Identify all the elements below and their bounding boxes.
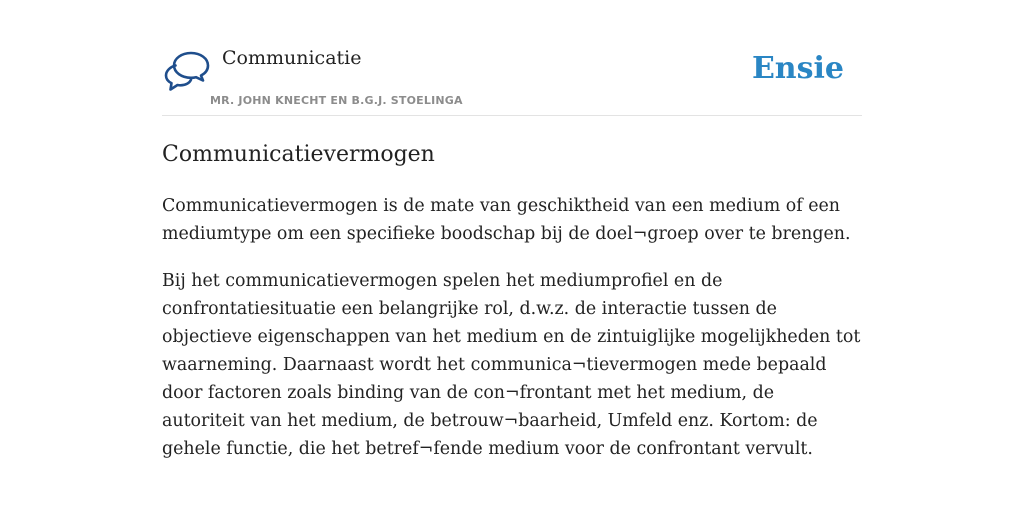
speech-bubbles-icon: [164, 50, 210, 92]
article-title: Communicatievermogen: [162, 142, 435, 167]
article-paragraph: Bij het communicatievermogen spelen het mediumprofiel en de confrontatiesituatie een belangrijke rol, d.w.z. de interactie tussen de objectieve eigenschappen van het medium en de zintuiglijke mogelijkheden tot waarneming. Daarnaast wordt het communica¬tievermogen mede bepaald door factoren zoals binding van de con¬frontant met het medium, de autoriteit van het medium, de betrouw¬baarheid, Umfeld enz. Kortom: de gehele functie, die het betref¬fende medium voor de confrontant vervult.: [162, 271, 861, 459]
article-body: [162, 192, 862, 482]
author-credit: MR. JOHN KNECHT EN B.G.J. STOELINGA: [210, 94, 463, 107]
article-paragraph: Communicatievermogen is de mate van geschiktheid van een medium of een mediumtype om een specifieke boodschap bij de doel¬groep over te brengen.: [162, 196, 851, 244]
header: [162, 0, 862, 116]
page: [162, 0, 862, 512]
brand-logo[interactable]: Ensie: [751, 51, 844, 86]
topic-title[interactable]: Communicatie: [222, 47, 362, 69]
